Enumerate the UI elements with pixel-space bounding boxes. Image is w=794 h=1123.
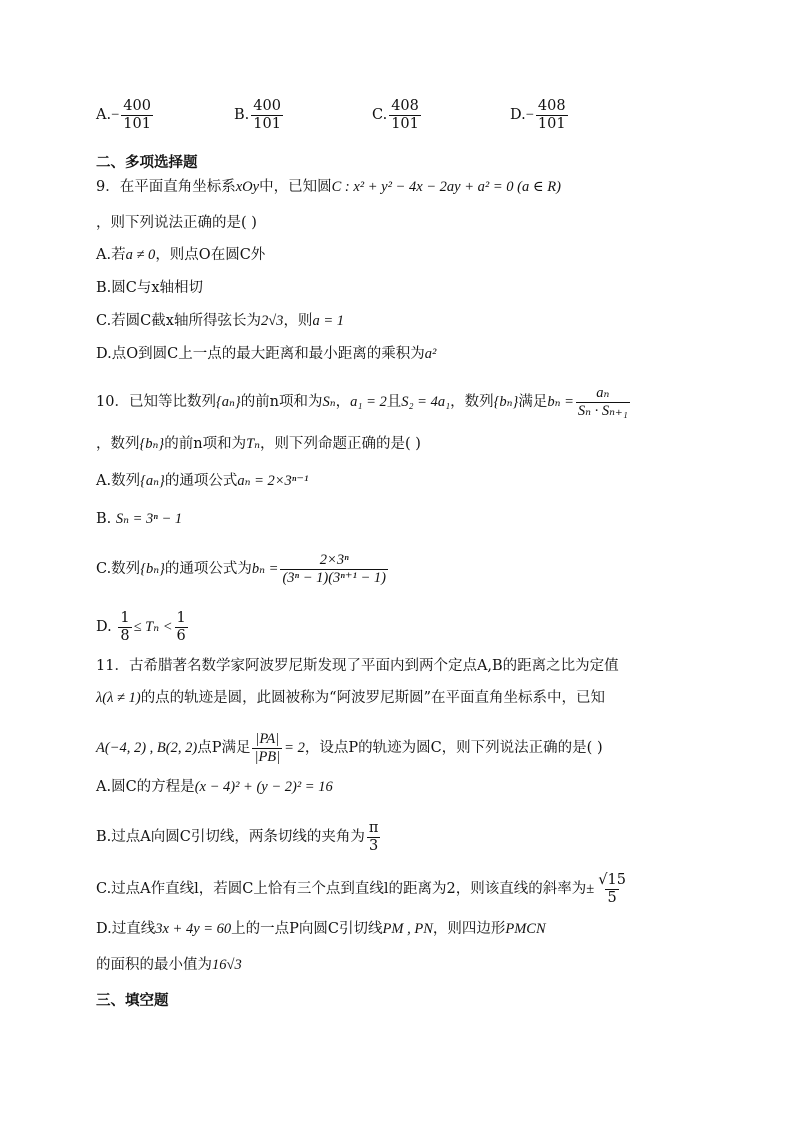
sequence-b: {bₙ}	[493, 394, 519, 411]
option-math: a²	[424, 346, 437, 362]
option-math: 2√3	[260, 313, 284, 329]
option-label: A.	[96, 107, 112, 124]
option-text: A.若	[96, 247, 126, 263]
fraction-numerator: 408	[537, 98, 566, 114]
fraction-numerator: √15	[598, 872, 626, 888]
fraction-denominator: 101	[537, 115, 566, 132]
q9-option-a	[96, 245, 265, 265]
option-text: C.过点A作直线l，若圆C上恰有三个点到直线l的距离为2，则该直线的斜率为	[96, 881, 587, 898]
q11-stem-text-4: ，设点P的轨迹为圆C，则下列说法正确的是( )	[304, 740, 603, 757]
sequence-a: {aₙ}	[215, 394, 241, 411]
option-sign: −	[525, 106, 534, 123]
q9-option-c	[96, 311, 344, 331]
fraction-denominator: |PB|	[254, 748, 281, 765]
q10-stem-text-3: ，数列	[450, 394, 494, 411]
bn-formula-fraction	[280, 552, 388, 586]
option-text-2: ，则点O在圆C外	[155, 247, 266, 263]
fraction-numerator: 408	[391, 98, 419, 114]
lower-bound-fraction	[118, 610, 131, 644]
option-label: D.	[510, 107, 526, 124]
option-text: C.若圆C截x轴所得弦长为	[96, 313, 261, 329]
q11-stem-line-3	[96, 731, 603, 765]
slope-fraction	[596, 872, 628, 906]
option-text-2: 的通项公式为	[164, 561, 252, 578]
q10-stem-text-2: 的前n项和为	[240, 394, 323, 411]
q9-stem-continued: ，则下列说法正确的是( )	[96, 215, 257, 231]
fraction-denominator: 101	[123, 115, 151, 132]
option-text-2: 的通项公式	[164, 473, 238, 489]
ratio-value: = 2	[284, 740, 305, 757]
q10-stem-text-7: ，则下列命题正确的是( )	[260, 436, 421, 452]
q8-option-a	[96, 98, 234, 132]
option-text: B.过点A向圆C引切线，两条切线的夹角为	[96, 829, 365, 846]
q10-stem-text: 10．已知等比数列	[96, 394, 216, 411]
q10-option-d	[96, 610, 190, 644]
q10-stem-text-6: 的前n项和为	[164, 436, 247, 452]
fraction-numerator: aₙ	[596, 385, 610, 401]
option-label: B.	[234, 107, 250, 124]
q11-option-c	[96, 872, 630, 906]
fraction-denominator: 5	[607, 889, 617, 906]
q10-option-c	[96, 552, 390, 586]
points-ab: A(−4, 2) , B(2, 2)	[96, 740, 198, 757]
bn-lhs: bₙ =	[547, 394, 574, 411]
lambda-condition: λ(λ ≠ 1)	[96, 690, 141, 706]
q11-option-d	[96, 919, 546, 939]
sum-tn: Tₙ	[246, 436, 261, 452]
q10-stem-text-5: ，数列	[96, 436, 140, 452]
q10-and: 且	[386, 394, 402, 411]
fraction-denominator: 6	[176, 627, 186, 644]
q9-stem	[96, 177, 561, 197]
option-math: aₙ = 2×3ⁿ⁻¹	[237, 473, 309, 489]
fraction-denominator: 101	[391, 115, 419, 132]
sequence-b: {bₙ}	[139, 436, 165, 452]
bn-fraction	[576, 385, 630, 419]
fraction-denominator: 101	[253, 115, 281, 132]
fraction-numerator: π	[368, 820, 379, 836]
ratio-fraction	[252, 731, 282, 765]
option-text: D.过直线	[96, 921, 156, 937]
option-math: Sₙ = 3ⁿ − 1	[115, 511, 183, 527]
q9-option-b: B.圆C与x轴相切	[96, 280, 204, 296]
q11-option-d-continued	[96, 955, 242, 975]
q11-option-b	[96, 820, 382, 854]
fraction-numerator: 1	[120, 610, 130, 626]
option-math: (x − 4)² + (y − 2)² = 16	[194, 779, 333, 795]
option-fraction	[251, 98, 283, 132]
q9-option-d	[96, 344, 436, 364]
option-fraction	[121, 98, 153, 132]
fraction-denominator: (3ⁿ − 1)(3ⁿ⁺¹ − 1)	[282, 569, 386, 586]
q11-stem-line-2	[96, 688, 605, 708]
q10-comma: ，	[335, 394, 351, 411]
option-text: A.圆C的方程是	[96, 779, 195, 795]
sum-sn: Sₙ	[322, 394, 336, 411]
section-title-fill-in: 三、填空题	[96, 993, 169, 1009]
option-text-2: 上的一点P向圆C引切线	[231, 921, 383, 937]
inequality: ≤ Tₙ <	[133, 619, 173, 636]
fraction-numerator: 400	[253, 98, 281, 114]
option-text-2: ，则	[283, 313, 313, 329]
q9-coordinate-system: xOy	[235, 179, 260, 195]
fraction-numerator: |PA|	[255, 731, 280, 747]
option-text: C.数列	[96, 561, 141, 578]
plus-minus: ±	[586, 881, 595, 898]
condition-s2: S₂ = 4a₁	[401, 394, 451, 411]
option-label: B.	[96, 511, 112, 527]
option-text-3: ，则四边形	[432, 921, 506, 937]
tangent-lines: PM , PN	[382, 921, 433, 937]
q8-option-b	[234, 98, 372, 132]
q10-stem-continued	[96, 434, 421, 454]
sequence-a: {aₙ}	[140, 473, 165, 489]
section-title-multiple-choice: 二、多项选择题	[96, 155, 198, 171]
q10-stem-text-4: 满足	[518, 394, 548, 411]
option-text: A.数列	[96, 473, 141, 489]
sequence-b: {bₙ}	[140, 561, 165, 578]
q9-stem-text-2: 中，已知圆	[259, 179, 332, 195]
min-area: 16√3	[212, 957, 242, 973]
condition-a1: a₁ = 2	[350, 394, 387, 411]
bn-lhs: bₙ =	[251, 561, 279, 578]
fraction-denominator: 8	[120, 627, 130, 644]
q11-option-a	[96, 777, 333, 797]
fraction-denominator: 3	[368, 837, 379, 854]
q11-stem: 11．古希腊著名数学家阿波罗尼斯发现了平面内到两个定点A,B的距离之比为定值	[96, 658, 619, 674]
option-text: D.点O到圆C上一点的最大距离和最小距离的乘积为	[96, 346, 425, 362]
line-equation: 3x + 4y = 60	[155, 921, 232, 937]
option-text-4: 的面积的最小值为	[96, 957, 212, 973]
q9-circle-equation: C : x² + y² − 4x − 2ay + a² = 0 (a ∈ R)	[331, 179, 561, 195]
fraction-denominator: Sₙ · Sₙ₊₁	[577, 402, 628, 419]
option-math-2: a = 1	[312, 313, 344, 329]
option-label: C.	[372, 107, 388, 124]
quadrilateral-name: PMCN	[505, 921, 546, 937]
q10-option-b	[96, 509, 182, 529]
angle-fraction	[367, 820, 381, 854]
q10-stem	[96, 385, 632, 419]
q11-stem-text-2: 的点的轨迹是圆，此圆被称为“阿波罗尼斯圆”在平面直角坐标系中，已知	[140, 690, 606, 706]
q11-stem-text-3: 点P满足	[197, 740, 251, 757]
option-sign: −	[111, 106, 120, 123]
q8-options	[96, 98, 648, 132]
q10-option-a	[96, 471, 308, 491]
fraction-numerator: 1	[176, 610, 186, 626]
option-fraction	[389, 98, 421, 132]
option-fraction	[536, 98, 568, 132]
q8-option-d	[510, 98, 648, 132]
fraction-numerator: 400	[123, 98, 151, 114]
q9-stem-text: 9．在平面直角坐标系	[96, 179, 236, 195]
option-label: D.	[96, 619, 112, 636]
upper-bound-fraction	[175, 610, 188, 644]
option-math: a ≠ 0	[125, 247, 156, 263]
fraction-numerator: 2×3ⁿ	[319, 552, 349, 568]
q8-option-c	[372, 98, 510, 132]
